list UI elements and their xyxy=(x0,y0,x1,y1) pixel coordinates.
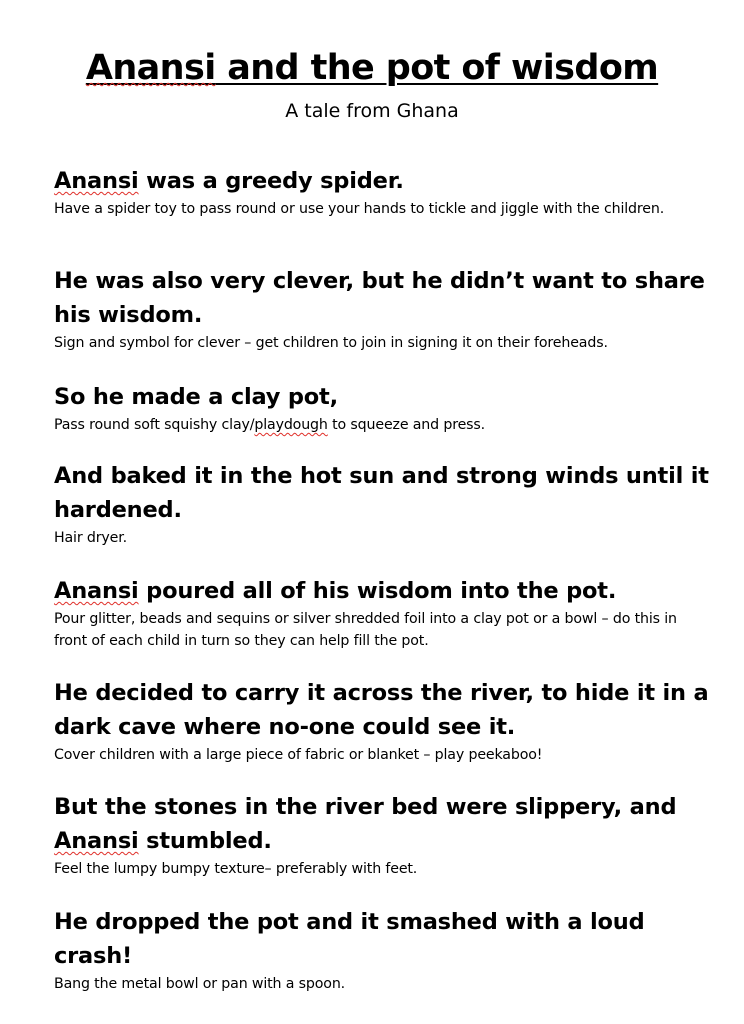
activity-note-text: Pass round soft squishy clay/ xyxy=(54,417,255,433)
story-line: He was also very clever, but he didn’t want to share his wisdom. xyxy=(54,268,705,328)
story-line: So he made a clay pot, xyxy=(54,384,338,410)
story-section-2 xyxy=(54,264,714,354)
story-section-8 xyxy=(54,905,714,995)
activity-note: Hair dryer. xyxy=(54,530,127,546)
story-line: He decided to carry it across the river, to hide it in a dark cave where no-one could see it. xyxy=(54,680,709,740)
activity-note-text: to squeeze and press. xyxy=(327,417,486,433)
story-line xyxy=(54,164,714,198)
story-line xyxy=(54,790,714,858)
activity-note: Sign and symbol for clever – get children to join in signing it on their foreheads. xyxy=(54,335,608,351)
misspelled-word: Anansi xyxy=(54,168,139,194)
story-line-text: was a greedy spider. xyxy=(138,168,404,194)
activity-note: Bang the metal bowl or pan with a spoon. xyxy=(54,976,346,992)
title-rest: and the pot of wisdom xyxy=(215,48,659,88)
story-section-7 xyxy=(54,790,714,880)
story-section-3 xyxy=(54,380,714,436)
story-line xyxy=(54,574,714,608)
story-line: And baked it in the hot sun and strong winds until it hardened. xyxy=(54,463,709,523)
title-word-anansi: Anansi xyxy=(85,48,216,88)
activity-note xyxy=(54,414,714,436)
activity-note: Cover children with a large piece of fabric or blanket – play peekaboo! xyxy=(54,747,543,763)
story-section-6 xyxy=(54,676,714,766)
document-subtitle: A tale from Ghana xyxy=(285,100,459,122)
story-line-text: But the stones in the river bed were slippery, and xyxy=(54,794,677,820)
misspelled-word: Anansi xyxy=(54,828,139,854)
story-line: He dropped the pot and it smashed with a loud crash! xyxy=(54,909,645,969)
story-line-text: stumbled. xyxy=(138,828,272,854)
story-section-1 xyxy=(54,164,714,220)
document-title xyxy=(0,44,744,92)
story-section-4 xyxy=(54,459,714,549)
misspelled-word: playdough xyxy=(254,417,328,433)
activity-note: Feel the lumpy bumpy texture– preferably with feet. xyxy=(54,861,418,877)
story-section-5 xyxy=(54,574,714,652)
story-line-text: poured all of his wisdom into the pot. xyxy=(138,578,617,604)
activity-note: Pour glitter, beads and sequins or silver shredded foil into a clay pot or a bowl – do this in front of each child in turn so they can help fill the pot. xyxy=(54,611,677,649)
misspelled-word: Anansi xyxy=(54,578,139,604)
activity-note: Have a spider toy to pass round or use your hands to tickle and jiggle with the children. xyxy=(54,201,665,217)
